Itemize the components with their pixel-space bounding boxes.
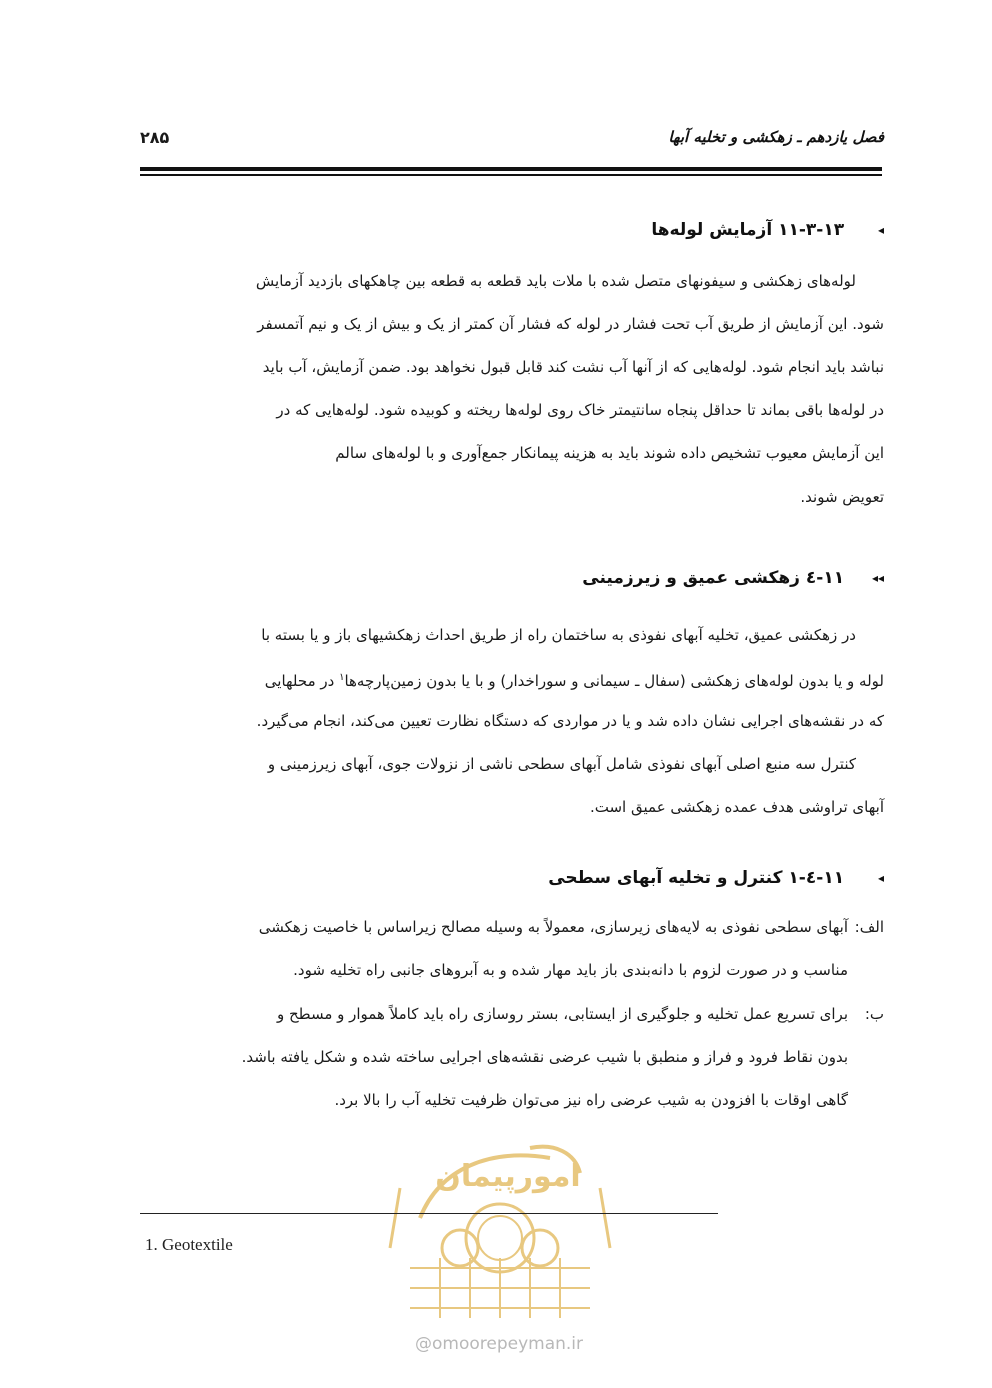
list-item-line: بدون نقاط فرود و فراز و منطبق با شیب عرضی نقشه‌های اجرایی ساخته شده و شکل یافته باشد.	[241, 1048, 848, 1066]
paragraph-text-tail: در محلهایی	[264, 672, 340, 690]
paragraph-line: لوله‌های زهکشی و سیفونهای متصل شده با ملات باید قطعه به قطعه بین چاهکهای بازدید آزمایش	[255, 272, 856, 290]
watermark-seal-logo	[380, 1128, 620, 1318]
list-item-line: برای تسریع عمل تخلیه و جلوگیری از ایستابی، بستر روسازی راه باید کاملاً هموار و مسطح و	[276, 1005, 848, 1023]
header-rule-thin	[140, 174, 882, 176]
list-item-line: آبهای سطحی نفوذی به لایه‌های زیرسازی، معمولاً به وسیله مصالح زیراساس با خاصیت زهکشی	[258, 918, 848, 936]
paragraph-line: که در نقشه‌های اجرایی نشان داده شد و یا در مواردی که دستگاه نظارت تعیین می‌کند، انجام می‌گیرد.	[256, 712, 884, 730]
page-number: ۲۸۵	[140, 128, 170, 147]
paragraph-line: این آزمایش معیوب تشخیص داده شوند باید به هزینه پیمانکار جمع‌آوری و با لوله‌های سالم	[335, 444, 884, 462]
footnote-reference: ۱	[339, 672, 345, 683]
paragraph-line: کنترل سه منبع اصلی آبهای نفوذی شامل آبهای سطحی ناشی از نزولات جوی، آبهای زیرزمینی و	[267, 755, 856, 773]
paragraph-text: لوله و یا بدون لوله‌های زهکشی (سفال ـ سیمانی و سوراخدار) و با یا بدون زمین‌پارچه‌ها	[344, 672, 884, 690]
watermark-url: @omoorepeyman.ir	[414, 1334, 584, 1354]
heading-text: ۱۱-۳-۱۳ آزمایش لوله‌ها	[651, 220, 845, 240]
paragraph-line: در زهکشی عمیق، تخلیه آبهای نفوذی به ساختمان راه از طریق احداث زهکشیهای باز و یا بسته با	[261, 626, 856, 644]
list-item-line: گاهی اوقات با افزودن به شیب عرضی راه نیز می‌توان ظرفیت تخلیه آب را بالا برد.	[334, 1091, 848, 1109]
heading-bullet-icon: ◂	[877, 871, 884, 885]
header-rule-thick	[140, 167, 882, 171]
chapter-header-title: فصل یازدهم ـ زهکشی و تخلیه آبها	[668, 128, 884, 146]
heading-text: ۱۱-٤ زهکشی عمیق و زیرزمینی	[582, 568, 845, 588]
list-item-marker: الف:	[854, 918, 884, 936]
heading-double-bullet-icon: ◂◂	[871, 571, 884, 585]
paragraph-line: آبهای تراوشی هدف عمده زهکشی عمیق است.	[589, 798, 884, 816]
paragraph-line: نباشد باید انجام شود. لوله‌هایی که از آنها آب نشت کند قابل قبول نخواهد بود. ضمن آزمایش، آب باید	[262, 358, 884, 376]
list-item-line: مناسب و در صورت لزوم با دانه‌بندی باز باید مهار شده و به آبروهای جانبی راه تخلیه شود.	[293, 961, 848, 979]
footnote-rule	[140, 1213, 718, 1214]
footnote-text: 1. Geotextile	[145, 1235, 233, 1254]
paragraph-line: تعویض شوند.	[800, 488, 884, 506]
heading-bullet-icon: ◂	[877, 223, 884, 237]
paragraph-line: شود. این آزمایش از طریق آب تحت فشار در لوله که فشار آن کمتر از یک و بیش از یک و نیم آتمسفر	[257, 315, 884, 333]
list-item-marker: ب:	[864, 1005, 884, 1023]
section-heading-11-3-13	[144, 218, 884, 242]
paragraph-line-with-footnote	[144, 667, 884, 692]
paragraph-line: در لوله‌ها باقی بماند تا حداقل پنجاه سانتیمتر خاک روی لوله‌ها ریخته و کوبیده شود. لوله‌هایی که در	[276, 401, 884, 419]
section-heading-11-4	[144, 566, 884, 590]
seal-lettering: امورپیمان	[435, 1159, 581, 1194]
heading-text: ۱۱-٤-۱ کنترل و تخلیه آبهای سطحی	[548, 868, 845, 888]
section-heading-11-4-1	[144, 866, 884, 890]
